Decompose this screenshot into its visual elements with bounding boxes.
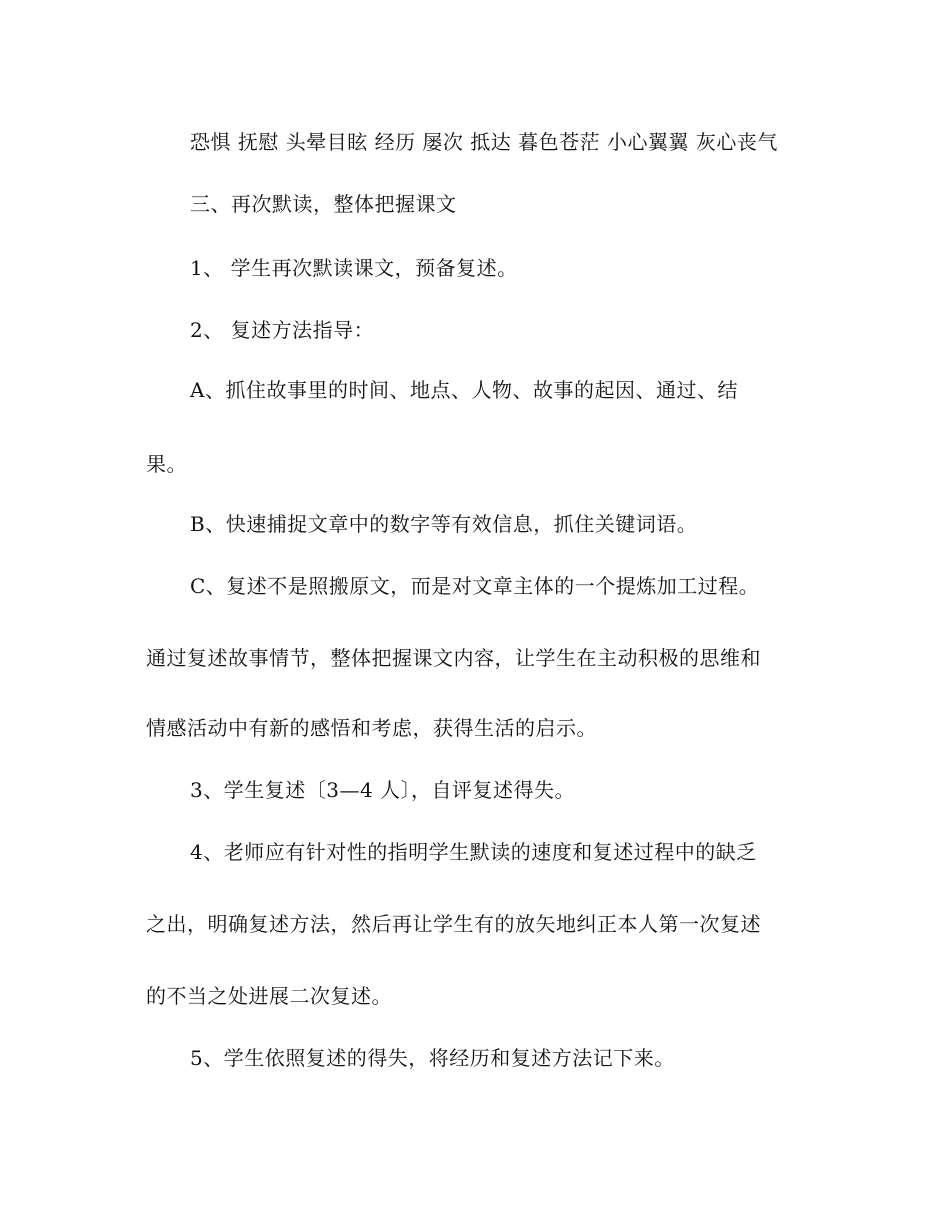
paragraph-line: 3、学生复述〔3—4 人〕，自评复述得失。	[190, 778, 576, 802]
paragraph-line: 之出，明确复述方法，然后再让学生有的放矢地纠正本人第一次复述	[146, 912, 761, 936]
paragraph-line: 情感活动中有新的感悟和考虑，获得生活的启示。	[146, 716, 597, 740]
paragraph-line: 5、学生依照复述的得失，将经历和复述方法记下来。	[190, 1046, 675, 1070]
paragraph-line: B、快速捕捉文章中的数字等有效信息，抓住关键词语。	[190, 512, 698, 536]
paragraph-line: 2、 复述方法指导：	[190, 318, 375, 342]
paragraph-line: 的不当之处进展二次复述。	[146, 984, 392, 1008]
paragraph-line: 4、老师应有针对性的指明学生默读的速度和复述过程中的缺乏	[190, 840, 757, 864]
paragraph-line: A、抓住故事里的时间、地点、人物、故事的起因、通过、结	[190, 378, 738, 402]
section-heading: 三、再次默读，整体把握课文	[190, 192, 457, 216]
paragraph-line: 1、 学生再次默读课文，预备复述。	[190, 256, 518, 280]
paragraph-line: C、复述不是照搬原文，而是对文章主体的一个提炼加工过程。	[190, 574, 760, 598]
paragraph-line: 果。	[146, 452, 187, 476]
paragraph-line: 通过复述故事情节，整体把握课文内容，让学生在主动积极的思维和	[146, 646, 761, 670]
vocabulary-line: 恐惧 抚慰 头晕目眩 经历 屡次 抵达 暮色苍茫 小心翼翼 灰心丧气	[190, 130, 778, 154]
